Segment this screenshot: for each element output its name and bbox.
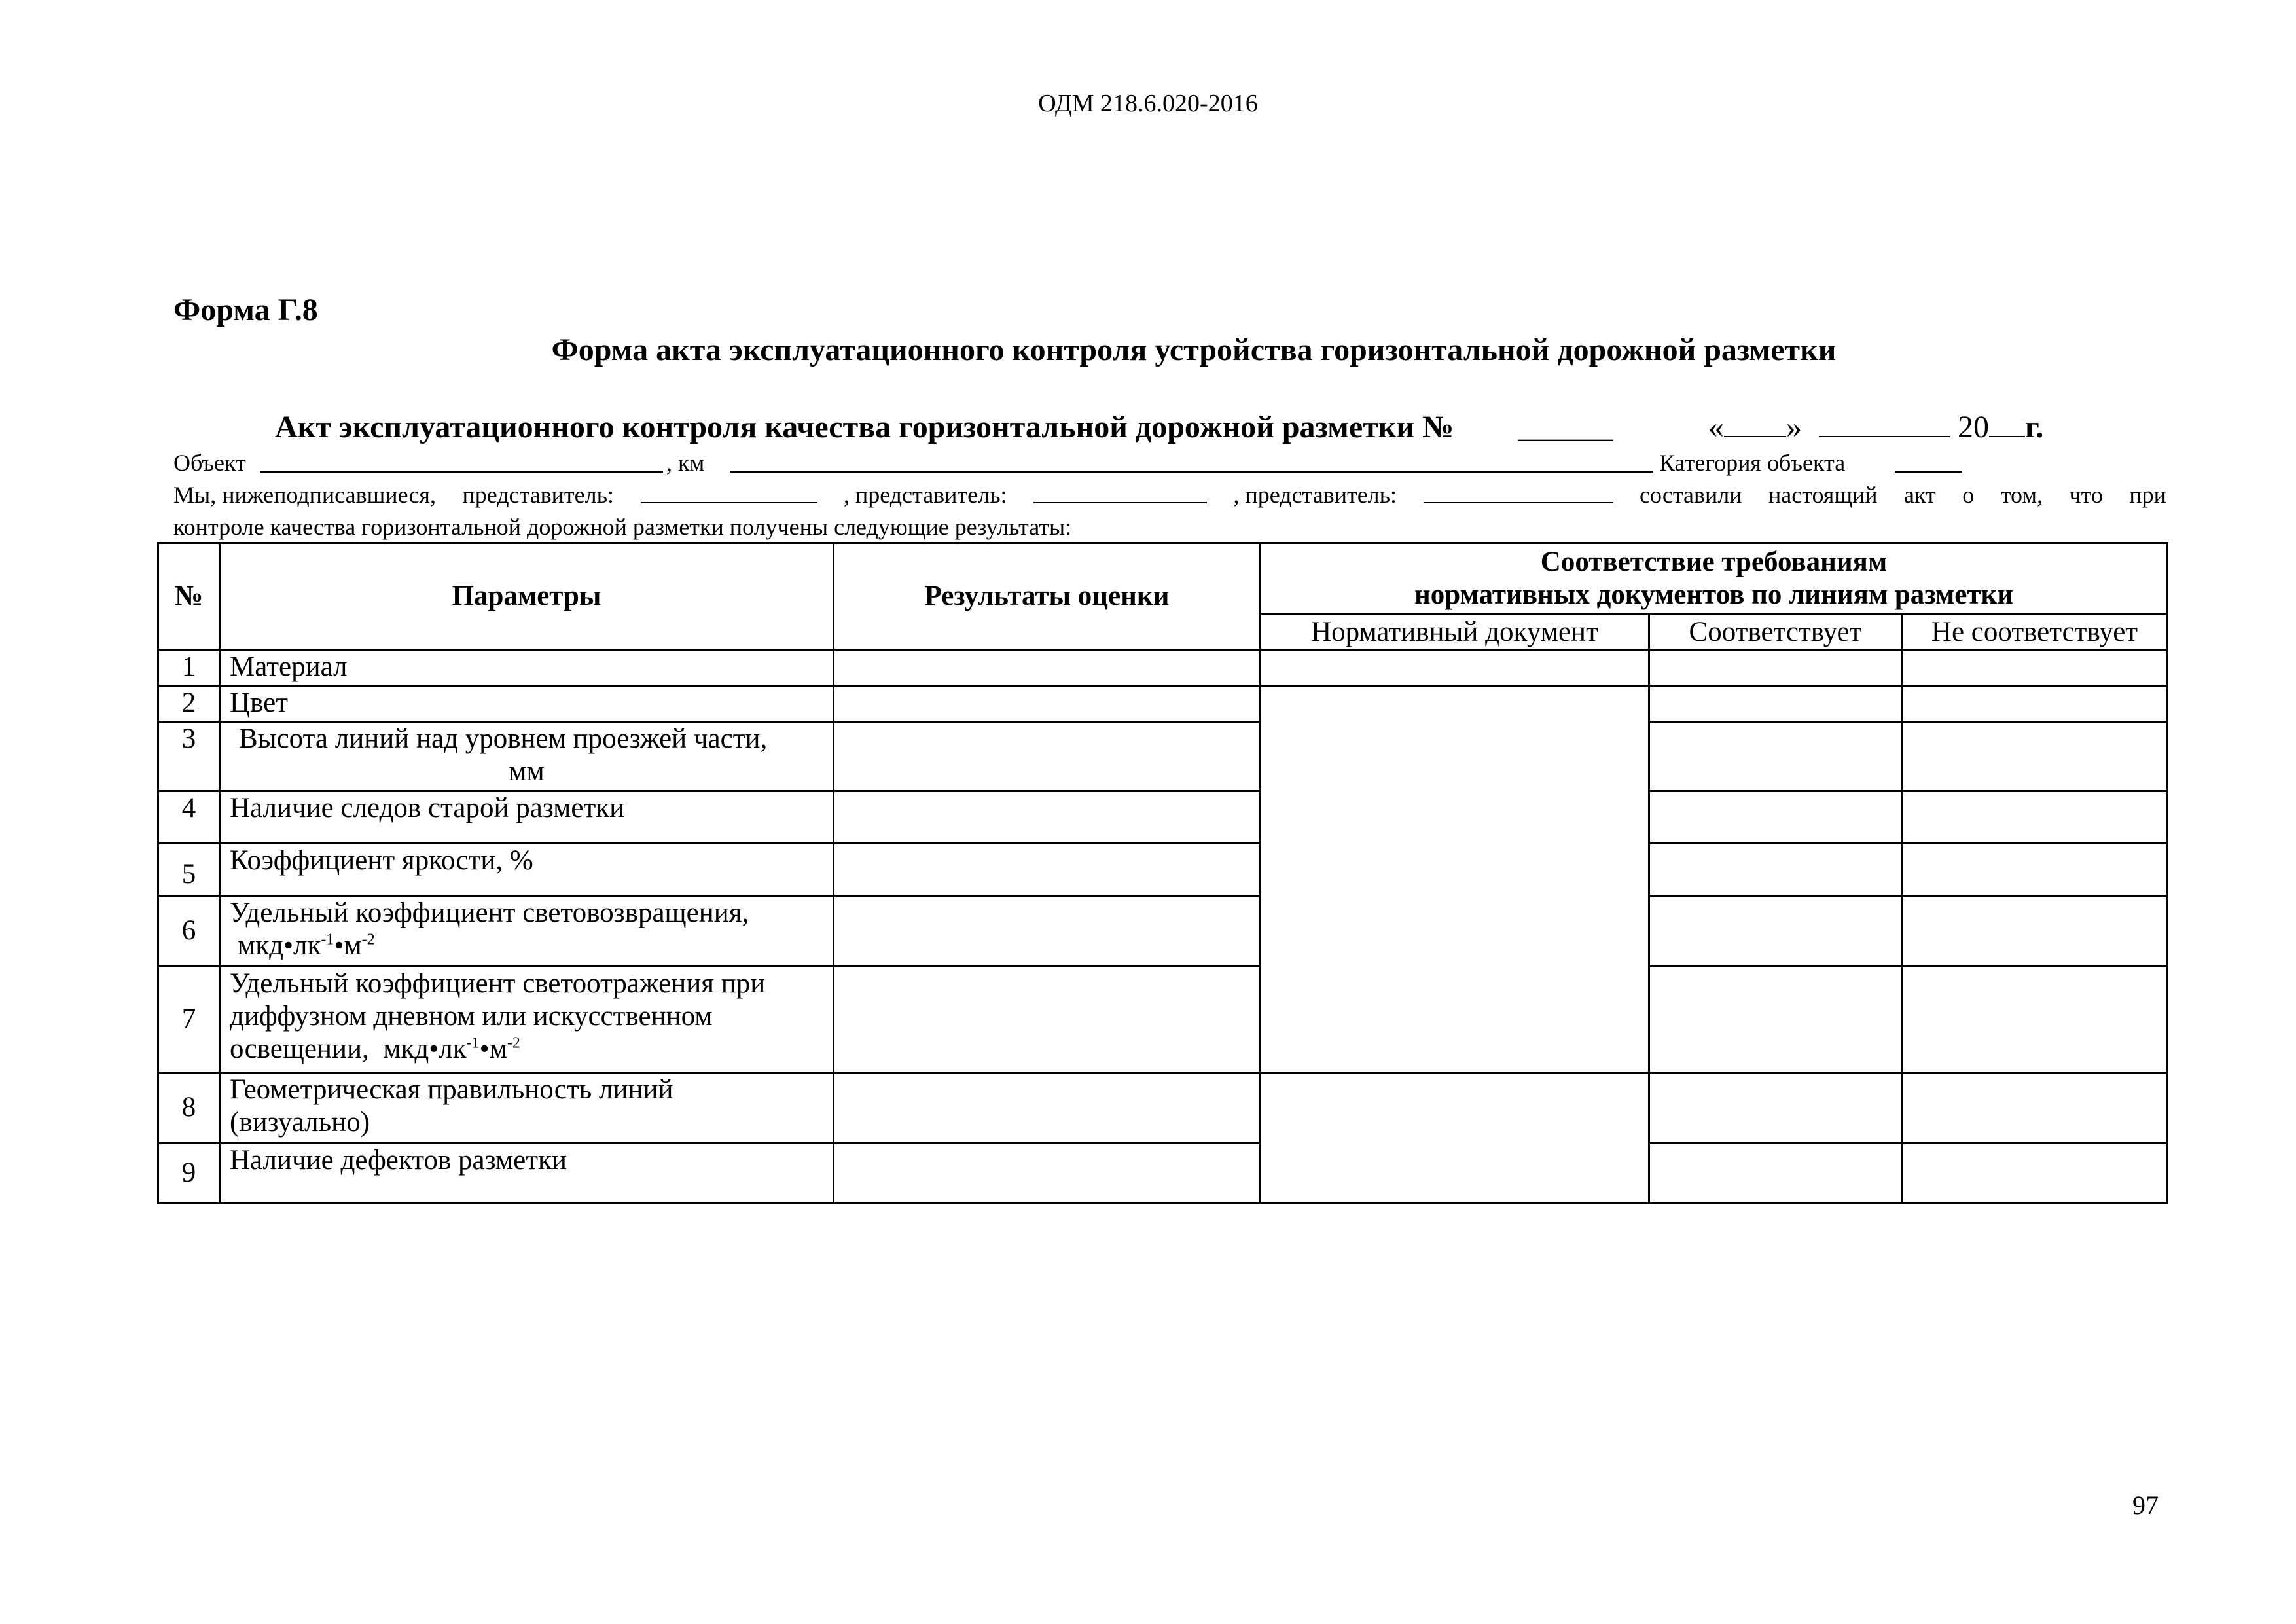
representative-1-label: представитель: <box>462 482 615 508</box>
header-normative-doc: Нормативный документ <box>1261 614 1649 650</box>
header-complies: Соответствует <box>1649 614 1902 650</box>
row-num: 7 <box>158 966 220 1072</box>
result-cell[interactable] <box>834 843 1261 895</box>
unit-text: мкд•лк <box>238 929 321 961</box>
row-param <box>220 1072 834 1143</box>
object-field[interactable] <box>260 450 663 473</box>
result-cell[interactable] <box>834 1143 1261 1203</box>
header-results: Результаты оценки <box>834 543 1261 650</box>
category-field[interactable] <box>1895 450 1962 473</box>
unit-exponent: -2 <box>507 1034 520 1052</box>
normative-doc-cell[interactable] <box>1261 685 1649 1072</box>
row-param: Материал <box>220 649 834 685</box>
not-complies-cell[interactable] <box>1902 843 2168 895</box>
year-blank[interactable] <box>1989 415 2025 437</box>
not-complies-cell[interactable] <box>1902 1072 2168 1143</box>
row-num: 6 <box>158 895 220 966</box>
table-row <box>158 895 2168 966</box>
result-cell[interactable] <box>834 1072 1261 1143</box>
row-param: Коэффициент яркости, % <box>220 843 834 895</box>
act-title: Акт эксплуатационного контроля качества горизонтальной дорожной разметки № <box>275 410 1454 444</box>
row-num: 5 <box>158 843 220 895</box>
row-num: 3 <box>158 721 220 791</box>
representative-2-label: , представитель: <box>843 482 1007 508</box>
complies-cell[interactable] <box>1649 1143 1902 1203</box>
header-compliance-line2: нормативных документов по линиям разметки <box>1414 579 2014 610</box>
date-close-quote: » <box>1786 410 1802 444</box>
not-complies-cell[interactable] <box>1902 791 2168 843</box>
table-row <box>158 966 2168 1072</box>
compiled-word: том, <box>2000 482 2043 508</box>
row-num: 8 <box>158 1072 220 1143</box>
object-label: Объект <box>173 450 246 476</box>
compiled-word: при <box>2129 482 2166 508</box>
row-param: Наличие дефектов разметки <box>220 1143 834 1203</box>
table-row <box>158 649 2168 685</box>
complies-cell[interactable] <box>1649 791 1902 843</box>
header-params: Параметры <box>220 543 834 650</box>
row-param-line <box>230 1033 823 1066</box>
year-prefix: 20 <box>1958 410 1989 444</box>
day-blank[interactable] <box>1724 415 1786 437</box>
compiled-word: акт <box>1904 482 1936 508</box>
table-row <box>158 1143 2168 1203</box>
complies-cell[interactable] <box>1649 895 1902 966</box>
act-date-field[interactable] <box>1708 409 2043 445</box>
complies-cell[interactable] <box>1649 966 1902 1072</box>
document-code: ОДМ 218.6.020-2016 <box>1038 90 1258 117</box>
row-num: 1 <box>158 649 220 685</box>
header-compliance-line1: Соответствие требованиям <box>1540 546 1888 577</box>
table-row <box>158 685 2168 721</box>
row-num: 2 <box>158 685 220 721</box>
row-param <box>220 966 834 1072</box>
row-param: Цвет <box>220 685 834 721</box>
result-cell[interactable] <box>834 791 1261 843</box>
page-number: 97 <box>2132 1490 2159 1520</box>
complies-cell[interactable] <box>1649 685 1902 721</box>
row-param-line: Высота линий над уровнем проезжей части, <box>239 723 768 754</box>
not-complies-cell[interactable] <box>1902 1143 2168 1203</box>
table-row <box>158 1072 2168 1143</box>
row-param-line: Геометрическая правильность линий <box>230 1074 673 1105</box>
result-cell[interactable] <box>834 721 1261 791</box>
result-cell[interactable] <box>834 685 1261 721</box>
header-num: № <box>158 543 220 650</box>
we-signed-text: Мы, нижеподписавшиеся, <box>173 482 436 508</box>
result-cell[interactable] <box>834 966 1261 1072</box>
table-row <box>158 721 2168 791</box>
category-label: Категория объекта <box>1659 450 1846 476</box>
not-complies-cell[interactable] <box>1902 649 2168 685</box>
result-cell[interactable] <box>834 649 1261 685</box>
row-param-line: (визуально) <box>230 1106 370 1138</box>
km-label: , км <box>666 450 705 476</box>
representative-3-field[interactable] <box>1424 481 1613 503</box>
not-complies-cell[interactable] <box>1902 895 2168 966</box>
table-row <box>158 843 2168 895</box>
act-number-field[interactable]: ______ <box>1518 410 1613 444</box>
control-results-line: контроле качества горизонтальной дорожной разметки получены следующие результаты: <box>173 514 1072 540</box>
compiled-word: настоящий <box>1768 482 1878 508</box>
unit-exponent: -2 <box>361 931 375 948</box>
row-param-line: Удельный коэффициент светоотражения при <box>230 967 766 999</box>
row-param-line: Удельный коэффициент световозвращения, <box>230 897 749 928</box>
row-param-unit <box>230 929 823 962</box>
row-param-line: диффузном дневном или искусственном <box>230 1000 713 1032</box>
unit-exponent: -1 <box>321 931 334 948</box>
date-open-quote: « <box>1708 410 1724 444</box>
unit-text: освещении, мкд•лк <box>230 1033 467 1064</box>
representative-3-label: , представитель: <box>1233 482 1397 508</box>
form-label: Форма Г.8 <box>173 293 318 327</box>
normative-doc-cell[interactable] <box>1261 1072 1649 1203</box>
complies-cell[interactable] <box>1649 1072 1902 1143</box>
row-param: Наличие следов старой разметки <box>220 791 834 843</box>
unit-exponent: -1 <box>466 1034 480 1052</box>
row-num: 4 <box>158 791 220 843</box>
year-suffix: г. <box>2025 410 2044 444</box>
row-param <box>220 721 834 791</box>
results-table <box>157 542 2168 1204</box>
unit-text: •м <box>479 1033 507 1064</box>
not-complies-cell[interactable] <box>1902 721 2168 791</box>
normative-doc-cell[interactable] <box>1261 649 1649 685</box>
compiled-word: что <box>2069 482 2103 508</box>
row-param-line: мм <box>509 755 545 787</box>
form-title: Форма акта эксплуатационного контроля устройства горизонтальной дорожной разметки <box>551 333 1837 367</box>
complies-cell[interactable] <box>1649 721 1902 791</box>
result-cell[interactable] <box>834 895 1261 966</box>
row-num: 9 <box>158 1143 220 1203</box>
unit-text: •м <box>334 929 362 961</box>
header-compliance <box>1261 543 2168 614</box>
row-param <box>220 895 834 966</box>
representative-1-field[interactable] <box>641 481 817 503</box>
representative-2-field[interactable] <box>1033 481 1207 503</box>
compiled-word: составили <box>1640 482 1742 508</box>
compiled-word: о <box>1962 482 1975 508</box>
not-complies-cell[interactable] <box>1902 685 2168 721</box>
header-not-complies: Не соответствует <box>1902 614 2168 650</box>
month-blank[interactable] <box>1819 415 1950 437</box>
complies-cell[interactable] <box>1649 649 1902 685</box>
km-field[interactable] <box>730 450 1653 473</box>
not-complies-cell[interactable] <box>1902 966 2168 1072</box>
complies-cell[interactable] <box>1649 843 1902 895</box>
table-row <box>158 791 2168 843</box>
representatives-line <box>173 481 2166 509</box>
